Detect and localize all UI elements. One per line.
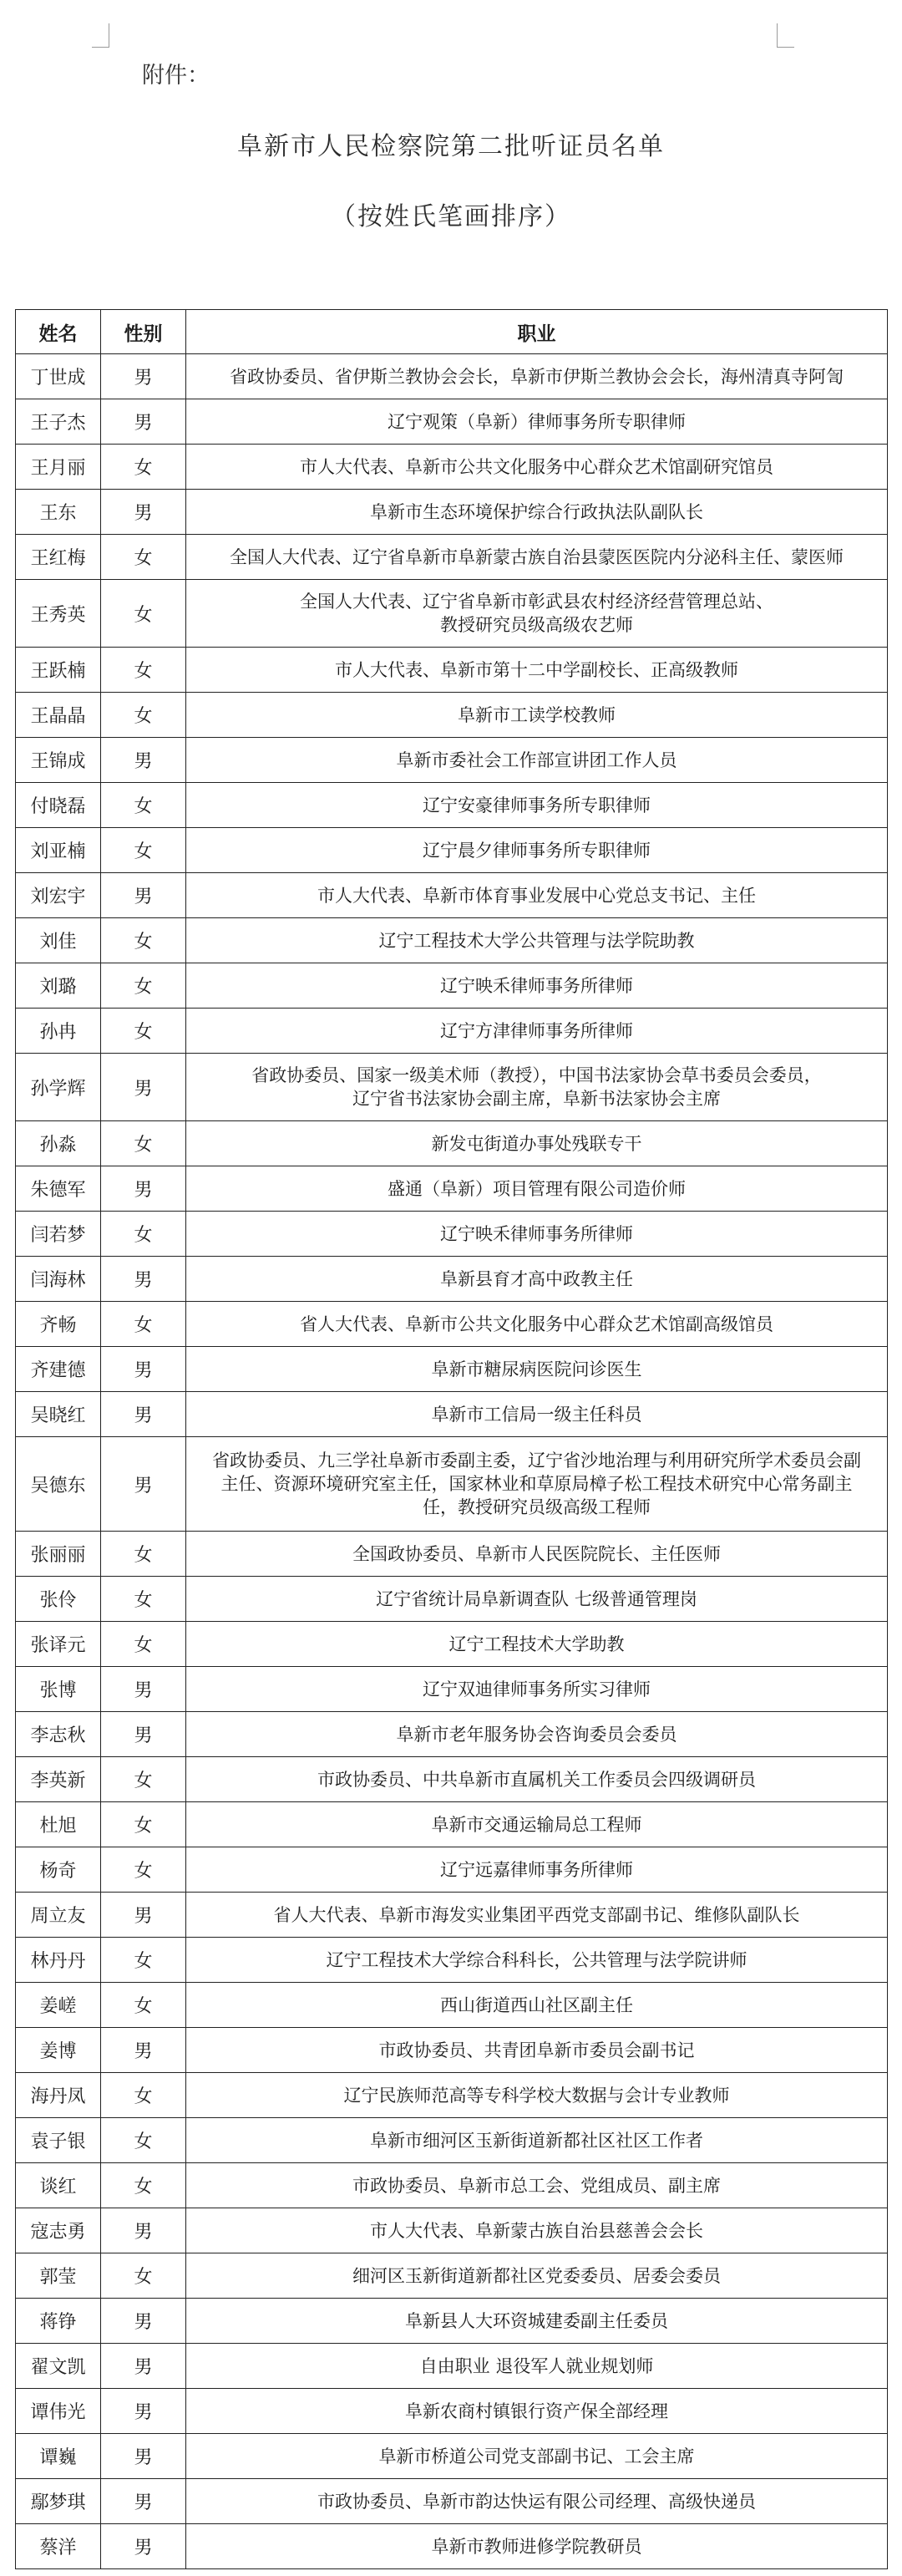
cell-gender: 女	[101, 783, 186, 828]
cell-gender: 男	[101, 1166, 186, 1212]
cell-name: 谭巍	[16, 2434, 101, 2479]
table-row	[16, 1893, 888, 1938]
cell-name: 王红梅	[16, 535, 101, 580]
table-row	[16, 2524, 888, 2569]
cell-name: 王晶晶	[16, 693, 101, 738]
table-row	[16, 1532, 888, 1577]
table-row	[16, 2208, 888, 2253]
cell-name: 林丹丹	[16, 1938, 101, 1983]
table-row	[16, 1257, 888, 1302]
cell-occupation: 市人大代表、阜新市体育事业发展中心党总支书记、主任	[186, 873, 888, 918]
table-row	[16, 2028, 888, 2073]
table-row	[16, 963, 888, 1009]
cell-name: 姜博	[16, 2028, 101, 2073]
occupation-line: 任，教授研究员级高级工程师	[423, 1497, 651, 1517]
cell-occupation: 新发屯街道办事处残联专干	[186, 1121, 888, 1166]
table-row	[16, 1121, 888, 1166]
cell-name: 闫海林	[16, 1257, 101, 1302]
cell-occupation	[186, 580, 888, 648]
cell-gender: 男	[101, 873, 186, 918]
table-row	[16, 1983, 888, 2028]
cell-occupation: 全国人大代表、辽宁省阜新市阜新蒙古族自治县蒙医医院内分泌科主任、蒙医师	[186, 535, 888, 580]
cell-gender: 女	[101, 963, 186, 1009]
table-row	[16, 399, 888, 445]
table-row	[16, 1938, 888, 1983]
cell-gender: 男	[101, 2524, 186, 2569]
cell-occupation: 阜新市委社会工作部宣讲团工作人员	[186, 738, 888, 783]
cell-gender: 女	[101, 2163, 186, 2208]
table-body	[16, 354, 888, 2569]
cell-gender: 男	[101, 490, 186, 535]
cell-name: 孙冉	[16, 1009, 101, 1054]
cell-occupation	[186, 1437, 888, 1532]
cell-name: 杨奇	[16, 1847, 101, 1893]
cell-gender: 男	[101, 1712, 186, 1757]
cell-occupation: 全国政协委员、阜新市人民医院院长、主任医师	[186, 1532, 888, 1577]
occupation-line: 省政协委员、九三学社阜新市委副主委，辽宁省沙地治理与利用研究所学术委员会副	[212, 1451, 861, 1471]
cell-gender: 男	[101, 2028, 186, 2073]
occupation-line: 辽宁省书法家协会副主席，阜新书法家协会主席	[352, 1089, 721, 1109]
cell-name: 王月丽	[16, 445, 101, 490]
cell-gender: 女	[101, 1983, 186, 2028]
cell-gender: 男	[101, 1893, 186, 1938]
cell-occupation: 阜新市糖尿病医院问诊医生	[186, 1347, 888, 1392]
crop-mark-left	[92, 23, 109, 48]
cell-name: 孙淼	[16, 1121, 101, 1166]
cell-gender: 男	[101, 2434, 186, 2479]
cell-gender: 男	[101, 1667, 186, 1712]
cell-occupation: 辽宁映禾律师事务所律师	[186, 963, 888, 1009]
table-row	[16, 490, 888, 535]
cell-name: 付晓磊	[16, 783, 101, 828]
cell-gender: 女	[101, 828, 186, 873]
cell-occupation: 市政协委员、中共阜新市直属机关工作委员会四级调研员	[186, 1757, 888, 1802]
cell-name: 丁世成	[16, 354, 101, 399]
cell-gender: 女	[101, 1622, 186, 1667]
cell-occupation: 辽宁方津律师事务所律师	[186, 1009, 888, 1054]
table-row	[16, 738, 888, 783]
table-row	[16, 2073, 888, 2118]
occupation-line: 主任、资源环境研究室主任，国家林业和草原局樟子松工程技术研究中心常务副主	[220, 1474, 853, 1494]
cell-gender: 女	[101, 580, 186, 648]
table-row	[16, 580, 888, 648]
cell-gender: 女	[101, 1302, 186, 1347]
cell-name: 齐建德	[16, 1347, 101, 1392]
cell-occupation: 阜新市工读学校教师	[186, 693, 888, 738]
cell-occupation: 辽宁工程技术大学综合科科长，公共管理与法学院讲师	[186, 1938, 888, 1983]
cell-name: 鄢梦琪	[16, 2479, 101, 2524]
attachment-label: 附件：	[142, 63, 210, 89]
cell-name: 闫若梦	[16, 1212, 101, 1257]
cell-name: 郭莹	[16, 2253, 101, 2299]
cell-name: 杜旭	[16, 1802, 101, 1847]
cell-gender: 男	[101, 2344, 186, 2389]
cell-gender: 女	[101, 1577, 186, 1622]
table-row	[16, 1667, 888, 1712]
table-row	[16, 2253, 888, 2299]
cell-occupation: 市政协委员、阜新市韵达快运有限公司经理、高级快递员	[186, 2479, 888, 2524]
occupation-line: 省政协委员、国家一级美术师（教授），中国书法家协会草书委员会委员，	[251, 1065, 822, 1085]
cell-occupation: 辽宁双迪律师事务所实习律师	[186, 1667, 888, 1712]
cell-occupation: 辽宁映禾律师事务所律师	[186, 1212, 888, 1257]
cell-occupation: 市人大代表、阜新市公共文化服务中心群众艺术馆副研究馆员	[186, 445, 888, 490]
table-row	[16, 2163, 888, 2208]
table-row	[16, 648, 888, 693]
cell-occupation: 辽宁晨夕律师事务所专职律师	[186, 828, 888, 873]
cell-occupation: 自由职业 退役军人就业规划师	[186, 2344, 888, 2389]
cell-gender: 女	[101, 648, 186, 693]
cell-name: 海丹凤	[16, 2073, 101, 2118]
header-gender: 性别	[101, 310, 186, 354]
cell-gender: 女	[101, 1532, 186, 1577]
table-row	[16, 1802, 888, 1847]
table-row	[16, 783, 888, 828]
cell-occupation: 阜新市生态环境保护综合行政执法队副队长	[186, 490, 888, 535]
cell-name: 谈红	[16, 2163, 101, 2208]
cell-gender: 男	[101, 1347, 186, 1392]
cell-gender: 男	[101, 1437, 186, 1532]
cell-occupation: 辽宁工程技术大学助教	[186, 1622, 888, 1667]
cell-gender: 女	[101, 2253, 186, 2299]
table-row	[16, 2389, 888, 2434]
cell-occupation: 阜新市工信局一级主任科员	[186, 1392, 888, 1437]
cell-gender: 女	[101, 693, 186, 738]
cell-name: 孙学辉	[16, 1054, 101, 1121]
cell-occupation: 省政协委员、省伊斯兰教协会会长，阜新市伊斯兰教协会会长，海州清真寺阿訇	[186, 354, 888, 399]
cell-name: 王秀英	[16, 580, 101, 648]
table-row	[16, 2434, 888, 2479]
cell-name: 张译元	[16, 1622, 101, 1667]
cell-occupation: 辽宁民族师范高等专科学校大数据与会计专业教师	[186, 2073, 888, 2118]
cell-occupation: 阜新市老年服务协会咨询委员会委员	[186, 1712, 888, 1757]
cell-gender: 男	[101, 1054, 186, 1121]
cell-gender: 女	[101, 2073, 186, 2118]
cell-name: 刘璐	[16, 963, 101, 1009]
cell-gender: 女	[101, 445, 186, 490]
cell-occupation: 阜新农商村镇银行资产保全部经理	[186, 2389, 888, 2434]
table-row	[16, 445, 888, 490]
cell-name: 寇志勇	[16, 2208, 101, 2253]
cell-occupation: 阜新县人大环资城建委副主任委员	[186, 2299, 888, 2344]
table-row	[16, 2299, 888, 2344]
cell-name: 袁子银	[16, 2118, 101, 2163]
cell-occupation: 阜新市桥道公司党支部副书记、工会主席	[186, 2434, 888, 2479]
cell-gender: 女	[101, 1121, 186, 1166]
table-row	[16, 1009, 888, 1054]
table-row	[16, 828, 888, 873]
document-subtitle: （按姓氏笔画排序）	[331, 202, 571, 231]
cell-name: 朱德军	[16, 1166, 101, 1212]
cell-name: 刘宏宇	[16, 873, 101, 918]
cell-gender: 女	[101, 1009, 186, 1054]
cell-name: 王跃楠	[16, 648, 101, 693]
table-row	[16, 1302, 888, 1347]
cell-occupation	[186, 1054, 888, 1121]
cell-gender: 男	[101, 354, 186, 399]
cell-occupation: 省人大代表、阜新市公共文化服务中心群众艺术馆副高级馆员	[186, 1302, 888, 1347]
cell-occupation: 市人大代表、阜新蒙古族自治县慈善会会长	[186, 2208, 888, 2253]
cell-name: 王锦成	[16, 738, 101, 783]
cell-occupation: 盛通（阜新）项目管理有限公司造价师	[186, 1166, 888, 1212]
table-row	[16, 1347, 888, 1392]
cell-name: 蔡洋	[16, 2524, 101, 2569]
cell-occupation: 细河区玉新街道新都社区党委委员、居委会委员	[186, 2253, 888, 2299]
table-row	[16, 873, 888, 918]
cell-name: 张丽丽	[16, 1532, 101, 1577]
cell-occupation: 西山街道西山社区副主任	[186, 1983, 888, 2028]
table-row	[16, 1212, 888, 1257]
table-row	[16, 1622, 888, 1667]
cell-occupation: 辽宁省统计局阜新调查队 七级普通管理岗	[186, 1577, 888, 1622]
occupation-line: 全国人大代表、辽宁省阜新市彰武县农村经济经营管理总站、	[300, 592, 773, 612]
cell-occupation: 阜新市细河区玉新街道新都社区社区工作者	[186, 2118, 888, 2163]
cell-gender: 男	[101, 1392, 186, 1437]
table-row	[16, 535, 888, 580]
occupation-line: 教授研究员级高级农艺师	[440, 615, 633, 635]
cell-gender: 女	[101, 1938, 186, 1983]
document-title: 阜新市人民检察院第二批听证员名单	[237, 132, 665, 161]
cell-name: 王东	[16, 490, 101, 535]
cell-name: 周立友	[16, 1893, 101, 1938]
table-row	[16, 354, 888, 399]
cell-occupation: 辽宁观策（阜新）律师事务所专职律师	[186, 399, 888, 445]
cell-gender: 男	[101, 2389, 186, 2434]
cell-occupation: 辽宁安豪律师事务所专职律师	[186, 783, 888, 828]
cell-gender: 女	[101, 535, 186, 580]
header-occupation: 职业	[186, 310, 888, 354]
cell-gender: 女	[101, 1757, 186, 1802]
cell-gender: 男	[101, 2208, 186, 2253]
cell-occupation: 市政协委员、阜新市总工会、党组成员、副主席	[186, 2163, 888, 2208]
cell-name: 张博	[16, 1667, 101, 1712]
cell-name: 刘亚楠	[16, 828, 101, 873]
cell-gender: 男	[101, 2479, 186, 2524]
table-row	[16, 1847, 888, 1893]
crop-mark-right	[777, 23, 794, 48]
cell-name: 李志秋	[16, 1712, 101, 1757]
cell-name: 蒋铮	[16, 2299, 101, 2344]
table-row	[16, 1712, 888, 1757]
cell-name: 谭伟光	[16, 2389, 101, 2434]
witness-list-table	[15, 309, 888, 2569]
cell-name: 刘佳	[16, 918, 101, 963]
table-row	[16, 1166, 888, 1212]
cell-name: 姜嵯	[16, 1983, 101, 2028]
cell-name: 吴晓红	[16, 1392, 101, 1437]
cell-gender: 女	[101, 1212, 186, 1257]
cell-gender: 男	[101, 1257, 186, 1302]
table-row	[16, 1392, 888, 1437]
cell-occupation: 市政协委员、共青团阜新市委员会副书记	[186, 2028, 888, 2073]
table-row	[16, 1757, 888, 1802]
cell-name: 翟文凯	[16, 2344, 101, 2389]
cell-gender: 女	[101, 918, 186, 963]
cell-name: 李英新	[16, 1757, 101, 1802]
cell-name: 王子杰	[16, 399, 101, 445]
cell-gender: 女	[101, 1847, 186, 1893]
cell-gender: 男	[101, 2299, 186, 2344]
cell-occupation: 省人大代表、阜新市海发实业集团平西党支部副书记、维修队副队长	[186, 1893, 888, 1938]
cell-name: 吴德东	[16, 1437, 101, 1532]
table-row	[16, 2118, 888, 2163]
table-row	[16, 1054, 888, 1121]
cell-occupation: 辽宁远嘉律师事务所律师	[186, 1847, 888, 1893]
cell-occupation: 阜新县育才高中政教主任	[186, 1257, 888, 1302]
cell-name: 张伶	[16, 1577, 101, 1622]
cell-occupation: 市人大代表、阜新市第十二中学副校长、正高级教师	[186, 648, 888, 693]
table-row	[16, 693, 888, 738]
cell-occupation: 阜新市教师进修学院教研员	[186, 2524, 888, 2569]
header-name: 姓名	[16, 310, 101, 354]
cell-name: 齐畅	[16, 1302, 101, 1347]
table-row	[16, 2479, 888, 2524]
table-header-row	[16, 310, 888, 354]
cell-gender: 男	[101, 738, 186, 783]
table-row	[16, 1437, 888, 1532]
table-row	[16, 1577, 888, 1622]
cell-gender: 女	[101, 1802, 186, 1847]
table-row	[16, 918, 888, 963]
cell-occupation: 阜新市交通运输局总工程师	[186, 1802, 888, 1847]
cell-gender: 男	[101, 399, 186, 445]
cell-gender: 女	[101, 2118, 186, 2163]
cell-occupation: 辽宁工程技术大学公共管理与法学院助教	[186, 918, 888, 963]
table-row	[16, 2344, 888, 2389]
